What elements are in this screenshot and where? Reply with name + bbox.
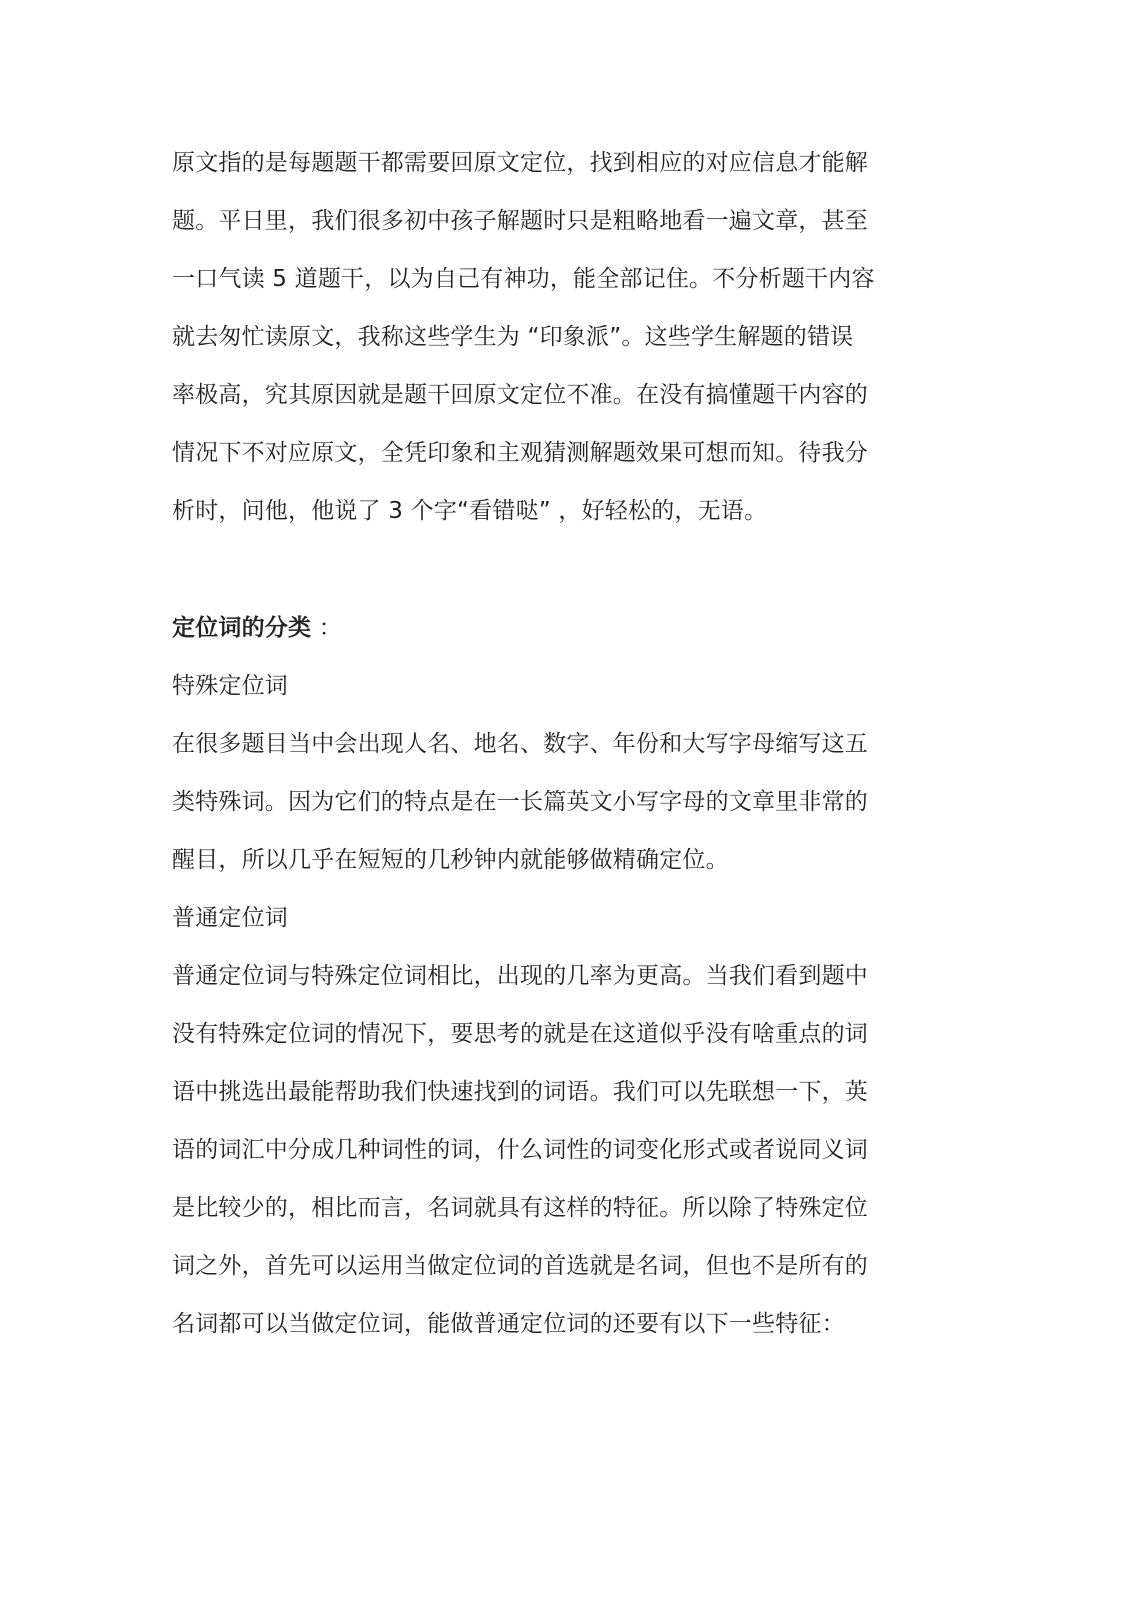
common-line-7: 名词都可以当做定位词，能做普通定位词的还要有以下一些特征： (172, 1311, 845, 1337)
intro-line-3: 一口气读 5 道题干，以为自己有神功，能全部记住。不分析题干内容 (172, 266, 875, 292)
intro-line-4: 就去匆忙读原文，我称这些学生为 “印象派”。这些学生解题的错误 (172, 324, 854, 350)
common-line-1: 普通定位词与特殊定位词相比，出现的几率为更高。当我们看到题中 (172, 963, 868, 989)
special-line-1: 在很多题目当中会出现人名、地名、数字、年份和大写字母缩写这五 (172, 731, 868, 757)
section-heading: 定位词的分类 (172, 615, 312, 641)
intro-line-5: 率极高，究其原因就是题干回原文定位不准。在没有搞懂题干内容的 (172, 382, 868, 408)
special-line-2: 类特殊词。因为它们的特点是在一长篇英文小写字母的文章里非常的 (172, 789, 868, 815)
common-line-4: 语的词汇中分成几种词性的词，什么词性的词变化形式或者说同义词 (172, 1137, 868, 1163)
common-line-5: 是比较少的，相比而言，名词就具有这样的特征。所以除了特殊定位 (172, 1195, 868, 1221)
common-title: 普通定位词 (172, 905, 288, 931)
section-heading-line (172, 613, 342, 643)
intro-line-7: 析时，问他，他说了 3 个字“看错哒” ，好轻松的，无语。 (172, 498, 768, 524)
common-line-6: 词之外，首先可以运用当做定位词的首选就是名词，但也不是所有的 (172, 1253, 868, 1279)
common-line-3: 语中挑选出最能帮助我们快速找到的词语。我们可以先联想一下，英 (172, 1079, 868, 1105)
special-title: 特殊定位词 (172, 673, 288, 699)
special-line-3: 醒目，所以几乎在短短的几秒钟内就能够做精确定位。 (172, 847, 729, 873)
section-heading-colon: ： (311, 615, 342, 641)
intro-line-1: 原文指的是每题题干都需要回原文定位，找到相应的对应信息才能解 (172, 150, 868, 176)
intro-line-2: 题。平日里，我们很多初中孩子解题时只是粗略地看一遍文章，甚至 (172, 208, 868, 234)
intro-line-6: 情况下不对应原文，全凭印象和主观猜测解题效果可想而知。待我分 (172, 440, 868, 466)
common-line-2: 没有特殊定位词的情况下，要思考的就是在这道似乎没有啥重点的词 (172, 1021, 868, 1047)
